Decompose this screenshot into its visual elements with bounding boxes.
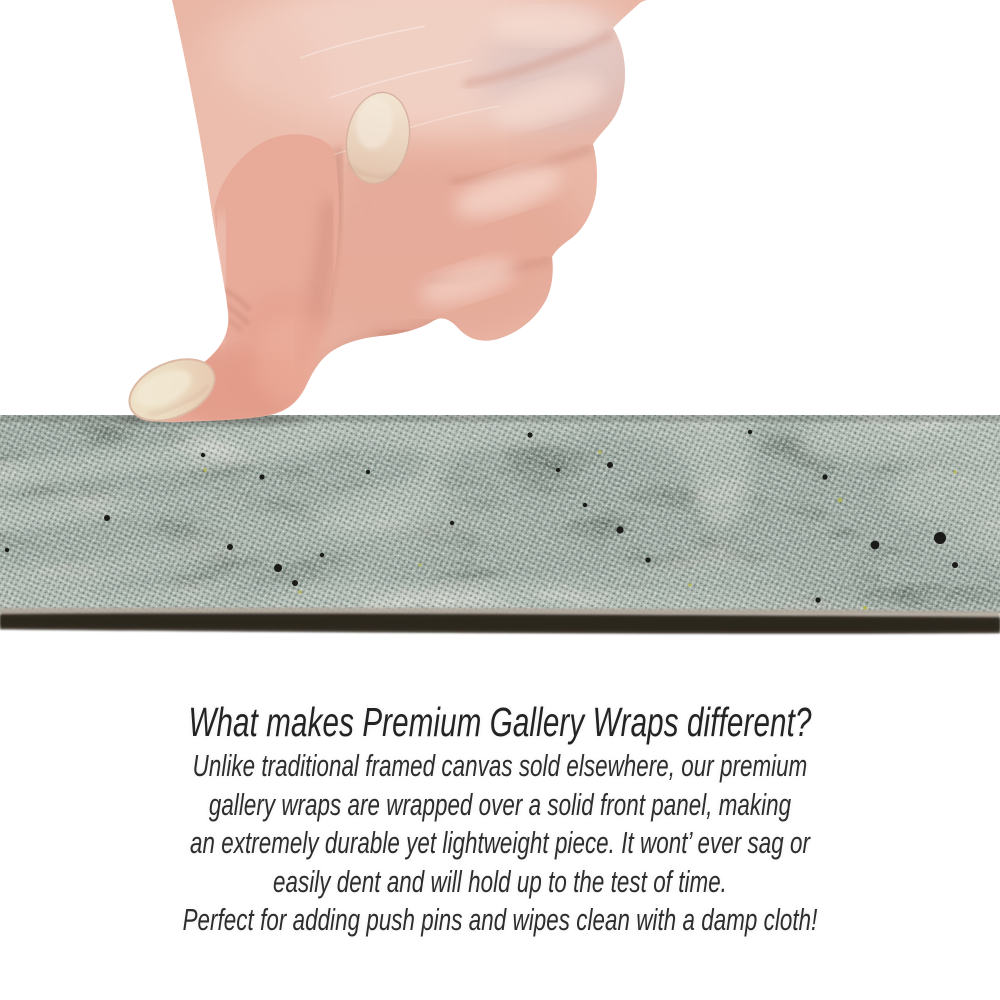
hand-pressing-canvas-photo [0, 0, 1000, 432]
canvas-dark-edge [0, 613, 1000, 633]
info-line-2: gallery wraps are wrapped over a solid front panel, making [208, 786, 792, 822]
product-info-text [140, 699, 860, 940]
info-line-5: Perfect for adding push pins and wipes clean with a damp cloth! [182, 902, 818, 937]
info-line-4: easily dent and will hold up to the test of time. [273, 863, 727, 899]
canvas-texture [0, 415, 1000, 628]
info-headline: What makes Premium Gallery Wraps different? [188, 699, 812, 745]
canvas-edge-photo [0, 415, 1000, 640]
hand-illustration [120, 0, 650, 432]
info-line-3: an extremely durable yet lightweight piece. It wont’ ever sag or [190, 825, 810, 860]
info-line-1: Unlike traditional framed canvas sold elsewhere, our premium [192, 748, 808, 783]
thumb [120, 134, 339, 432]
